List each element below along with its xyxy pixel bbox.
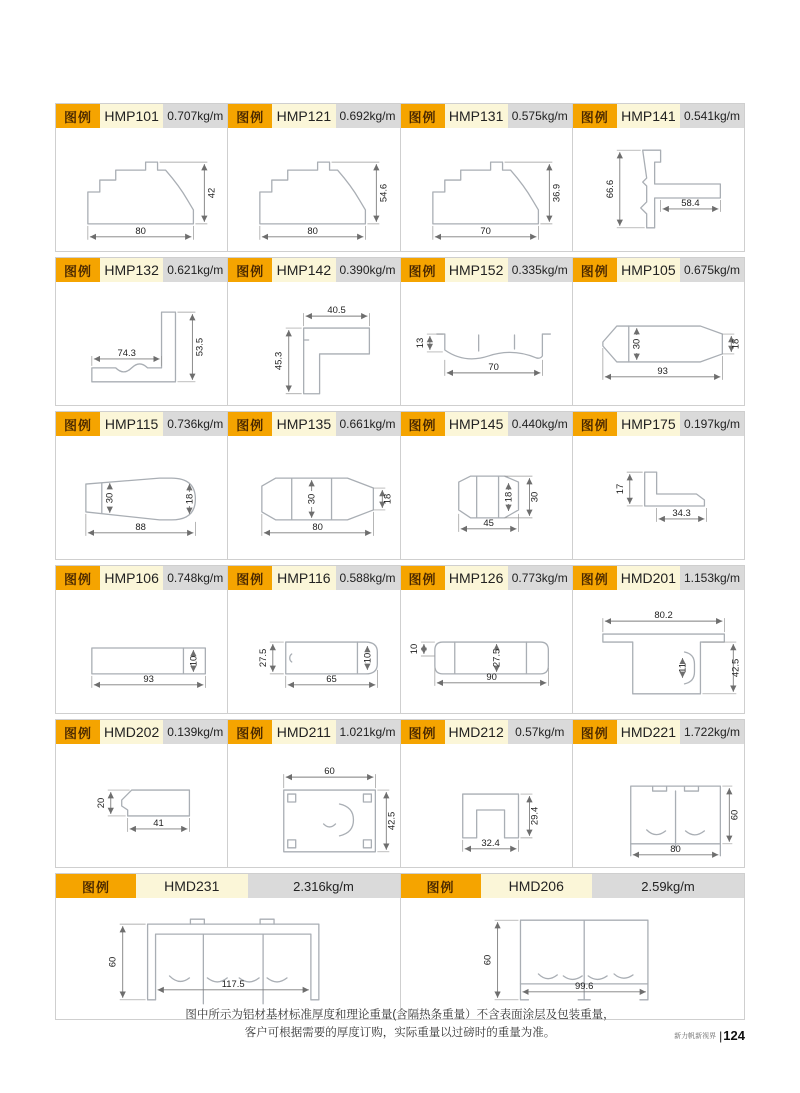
dim-label: 40.5 — [327, 305, 346, 317]
profile-drawing — [228, 128, 399, 251]
weight-value: 1.722kg/m — [680, 720, 744, 744]
legend-badge: 图例 — [573, 720, 617, 744]
extension-line — [120, 924, 146, 1000]
model-code: HMP121 — [272, 104, 335, 128]
profile-drawing — [56, 128, 227, 251]
legend-badge: 图例 — [573, 412, 617, 436]
profile-cell-hmd206 — [401, 874, 746, 1020]
cell-header — [573, 412, 744, 436]
dim-label: 18 — [503, 491, 515, 503]
weight-value: 1.153kg/m — [680, 566, 744, 590]
cell-header — [56, 566, 227, 590]
dim-label: 93 — [657, 365, 668, 377]
dim-label: 60 — [107, 956, 119, 968]
weight-value: 2.316kg/m — [248, 874, 400, 898]
dim-label: 80 — [312, 521, 324, 533]
footer-divider: | — [719, 1028, 723, 1043]
legend-badge: 图例 — [56, 720, 100, 744]
page-footer — [674, 1028, 745, 1043]
profile-outline — [462, 794, 518, 838]
dim-label: 60 — [729, 809, 741, 821]
profile-svg — [56, 436, 227, 559]
cell-header — [401, 720, 572, 744]
dim-label: 45.3 — [274, 351, 286, 371]
profile-cell-hmp101 — [56, 104, 228, 252]
profile-svg — [401, 898, 745, 1019]
cell-header — [228, 566, 399, 590]
profile-svg — [228, 128, 399, 251]
model-code: HMP152 — [445, 258, 508, 282]
legend-badge: 图例 — [401, 258, 445, 282]
profile-cell-hmp135 — [228, 412, 400, 560]
model-code: HMP175 — [617, 412, 680, 436]
extension-line — [420, 642, 434, 656]
cell-header — [401, 412, 572, 436]
profile-outline — [603, 634, 724, 694]
profile-outline — [478, 335, 514, 351]
cell-header — [573, 258, 744, 282]
profile-outline — [644, 472, 704, 506]
profile-outline — [324, 804, 354, 836]
profile-svg — [56, 744, 227, 867]
profile-drawing — [56, 898, 400, 1019]
weight-value: 0.139kg/m — [163, 720, 227, 744]
dim-label: 99.6 — [574, 980, 593, 992]
weight-value: 0.575kg/m — [508, 104, 572, 128]
weight-value: 0.197kg/m — [680, 412, 744, 436]
dim-label: 20 — [95, 797, 107, 809]
model-code: HMP106 — [100, 566, 163, 590]
model-code: HMD202 — [100, 720, 163, 744]
profile-cell-hmd202 — [56, 720, 228, 868]
dim-label: 42.5 — [730, 658, 742, 678]
cell-header — [228, 720, 399, 744]
weight-value: 0.692kg/m — [336, 104, 400, 128]
weight-value: 0.335kg/m — [508, 258, 572, 282]
dim-label: 30 — [306, 493, 318, 505]
profile-drawing — [401, 282, 572, 405]
profile-outline — [304, 328, 370, 394]
profile-cell-hmp121 — [228, 104, 400, 252]
dim-label: 27.5 — [258, 648, 270, 668]
dim-label: 70 — [479, 225, 491, 237]
row-1 — [55, 103, 745, 252]
dim-label: 41 — [153, 817, 164, 829]
profile-svg — [573, 128, 744, 251]
weight-value: 1.021kg/m — [336, 720, 400, 744]
extension-line — [426, 334, 442, 352]
profile-svg — [401, 590, 572, 713]
weight-value: 0.541kg/m — [680, 104, 744, 128]
profile-svg — [56, 898, 400, 1019]
cell-header — [401, 104, 572, 128]
dim-label: 17 — [614, 483, 626, 495]
profile-svg — [401, 744, 572, 867]
profile-cell-hmp145 — [401, 412, 573, 560]
profile-cell-hmd212 — [401, 720, 573, 868]
dim-label: 90 — [485, 671, 497, 683]
dim-label: 10 — [408, 643, 420, 655]
model-code: HMP115 — [100, 412, 163, 436]
legend-badge: 图例 — [228, 104, 272, 128]
profile-drawing — [573, 128, 744, 251]
dim-label: 10 — [188, 655, 200, 667]
dim-label: 88 — [135, 521, 146, 533]
profile-drawing — [228, 744, 399, 867]
dim-label: 53.5 — [194, 337, 206, 357]
weight-value: 0.748kg/m — [163, 566, 227, 590]
weight-value: 0.621kg/m — [163, 258, 227, 282]
dim-label: 13 — [414, 337, 426, 349]
row-2 — [55, 257, 745, 406]
model-code: HMP105 — [617, 258, 680, 282]
dim-label: 60 — [324, 766, 336, 778]
profile-cell-hmd221 — [573, 720, 745, 868]
cell-header — [573, 720, 744, 744]
profile-outline — [640, 150, 720, 228]
profile-drawing — [56, 282, 227, 405]
cell-header — [228, 412, 399, 436]
dim-label: 30 — [631, 338, 643, 350]
legend-badge: 图例 — [56, 566, 100, 590]
weight-value: 0.390kg/m — [336, 258, 400, 282]
extension-line — [270, 642, 284, 674]
profile-outline — [88, 162, 194, 224]
dim-label: 93 — [143, 673, 154, 685]
weight-value: 0.675kg/m — [680, 258, 744, 282]
model-code: HMP131 — [445, 104, 508, 128]
dim-label: 18 — [730, 338, 742, 350]
brand-text: 新力帆新视界 — [674, 1032, 717, 1040]
profile-drawing — [401, 898, 745, 1019]
catalog-grid — [55, 103, 745, 1025]
profile-svg — [401, 282, 572, 405]
model-code: HMP142 — [272, 258, 335, 282]
weight-value: 0.440kg/m — [508, 412, 572, 436]
footer-note-line2: 客户可根据需要的厚度订购，实际重量以过磅时的重量为准。 — [244, 1027, 556, 1039]
legend-badge: 图例 — [401, 874, 481, 898]
dim-label: 70 — [487, 361, 499, 373]
dim-label: 32.4 — [480, 837, 500, 849]
profile-cell-hmd211 — [228, 720, 400, 868]
dim-label: 30 — [104, 492, 116, 504]
cell-header — [56, 258, 227, 282]
row-6 — [55, 873, 745, 1020]
dim-label: 58.4 — [681, 197, 700, 209]
profile-cell-hmp105 — [573, 258, 745, 406]
dim-label: 45 — [482, 517, 494, 529]
profile-outline — [290, 642, 358, 674]
cell-header — [56, 104, 227, 128]
profile-cell-hmp132 — [56, 258, 228, 406]
model-code: HMP132 — [100, 258, 163, 282]
profile-drawing — [573, 436, 744, 559]
profile-svg — [228, 282, 399, 405]
cell-header — [56, 720, 227, 744]
profile-svg — [573, 744, 744, 867]
profile-svg — [573, 436, 744, 559]
model-code: HMP135 — [272, 412, 335, 436]
profile-cell-hmp131 — [401, 104, 573, 252]
cell-header — [401, 258, 572, 282]
legend-badge: 图例 — [573, 258, 617, 282]
cell-header — [573, 104, 744, 128]
profile-cell-hmp142 — [228, 258, 400, 406]
dim-label: 80 — [307, 225, 319, 237]
profile-svg — [56, 282, 227, 405]
extension-line — [286, 328, 302, 394]
dim-label: 65 — [326, 673, 338, 685]
dim-label: 27.5 — [491, 648, 503, 668]
profile-drawing — [228, 436, 399, 559]
model-code: HMD212 — [445, 720, 508, 744]
profile-svg — [228, 590, 399, 713]
cell-header — [228, 258, 399, 282]
profile-drawing — [56, 436, 227, 559]
dim-label: 80 — [135, 225, 146, 237]
profile-outline — [603, 326, 722, 362]
legend-badge: 图例 — [401, 566, 445, 590]
profile-svg — [56, 590, 227, 713]
dim-label: 54.6 — [378, 183, 390, 203]
cell-header — [228, 104, 399, 128]
dim-label: 60 — [482, 954, 494, 966]
legend-badge: 图例 — [56, 258, 100, 282]
dim-label: 18 — [382, 493, 394, 505]
profile-drawing — [401, 128, 572, 251]
weight-value: 0.57kg/m — [508, 720, 572, 744]
page-number: 124 — [723, 1028, 745, 1043]
model-code: HMD206 — [481, 874, 593, 898]
profile-svg — [573, 590, 744, 713]
profile-drawing — [573, 744, 744, 867]
legend-badge: 图例 — [228, 258, 272, 282]
profile-drawing — [401, 744, 572, 867]
profile-drawing — [56, 590, 227, 713]
weight-value: 2.59kg/m — [592, 874, 744, 898]
profile-drawing — [56, 744, 227, 867]
model-code: HMD211 — [272, 720, 335, 744]
profile-svg — [401, 436, 572, 559]
legend-badge: 图例 — [228, 566, 272, 590]
model-code: HMP141 — [617, 104, 680, 128]
weight-value: 0.707kg/m — [163, 104, 227, 128]
legend-badge: 图例 — [573, 566, 617, 590]
legend-badge: 图例 — [56, 412, 100, 436]
profile-outline — [432, 162, 538, 224]
profile-cell-hmp106 — [56, 566, 228, 714]
profile-outline — [260, 162, 366, 224]
row-3 — [55, 411, 745, 560]
dim-label: 74.3 — [117, 347, 136, 359]
cell-header — [401, 566, 572, 590]
profile-cell-hmp141 — [573, 104, 745, 252]
extension-line — [617, 150, 645, 228]
model-code: HMP101 — [100, 104, 163, 128]
legend-badge: 图例 — [401, 720, 445, 744]
profile-drawing — [401, 590, 572, 713]
extension-line — [494, 920, 518, 1000]
profile-cell-hmd201 — [573, 566, 745, 714]
legend-badge: 图例 — [401, 104, 445, 128]
dim-label: 80.2 — [654, 610, 673, 622]
footer-note-line1: 图中所示为铝材基材标准厚度和理论重量(含隔热条重量）不含表面涂层及包装重量， — [185, 1009, 615, 1021]
dim-label: 11 — [677, 663, 689, 673]
weight-value: 0.661kg/m — [336, 412, 400, 436]
dim-label: 117.5 — [221, 978, 245, 990]
profile-svg — [573, 282, 744, 405]
cell-header — [56, 412, 227, 436]
dim-label: 42.5 — [386, 811, 398, 831]
legend-badge: 图例 — [401, 412, 445, 436]
dim-label: 29.4 — [528, 806, 540, 826]
profile-outline — [476, 476, 498, 518]
profile-outline — [190, 919, 274, 924]
profile-cell-hmd231 — [56, 874, 401, 1020]
profile-cell-hmp152 — [401, 258, 573, 406]
profile-svg — [401, 128, 572, 251]
model-code: HMP126 — [445, 566, 508, 590]
profile-outline — [122, 790, 190, 816]
row-5 — [55, 719, 745, 868]
dim-label: 34.3 — [672, 507, 691, 519]
legend-badge: 图例 — [573, 104, 617, 128]
extension-line — [627, 472, 643, 506]
profile-outline — [652, 786, 698, 791]
weight-value: 0.736kg/m — [163, 412, 227, 436]
profile-drawing — [228, 590, 399, 713]
legend-badge: 图例 — [228, 412, 272, 436]
profile-outline — [436, 334, 550, 359]
cell-header — [573, 566, 744, 590]
model-code: HMP116 — [272, 566, 335, 590]
legend-badge: 图例 — [228, 720, 272, 744]
profile-cell-hmp175 — [573, 412, 745, 560]
legend-badge: 图例 — [56, 104, 100, 128]
dim-label: 10 — [362, 652, 374, 664]
profile-cell-hmp126 — [401, 566, 573, 714]
profile-cell-hmp115 — [56, 412, 228, 560]
dim-label: 36.9 — [550, 183, 562, 203]
profile-drawing — [401, 436, 572, 559]
dim-label: 42 — [206, 187, 218, 199]
profile-svg — [56, 128, 227, 251]
row-4 — [55, 565, 745, 714]
model-code: HMP145 — [445, 412, 508, 436]
profile-drawing — [228, 282, 399, 405]
profile-outline — [288, 794, 372, 848]
model-code: HMD231 — [136, 874, 248, 898]
weight-value: 0.588kg/m — [336, 566, 400, 590]
profile-outline — [284, 790, 376, 852]
legend-badge: 图例 — [56, 874, 136, 898]
profile-cell-hmp116 — [228, 566, 400, 714]
profile-drawing — [573, 282, 744, 405]
weight-value: 0.773kg/m — [508, 566, 572, 590]
profile-outline — [203, 934, 263, 1004]
cell-header — [401, 874, 745, 898]
profile-svg — [228, 744, 399, 867]
dim-label: 30 — [528, 491, 540, 503]
dim-label: 80 — [670, 843, 681, 855]
profile-svg — [228, 436, 399, 559]
profile-outline — [538, 974, 633, 979]
cell-header — [56, 874, 400, 898]
dim-label: 18 — [184, 493, 196, 505]
profile-drawing — [573, 590, 744, 713]
model-code: HMD221 — [617, 720, 680, 744]
dim-label: 66.6 — [604, 179, 616, 199]
model-code: HMD201 — [617, 566, 680, 590]
